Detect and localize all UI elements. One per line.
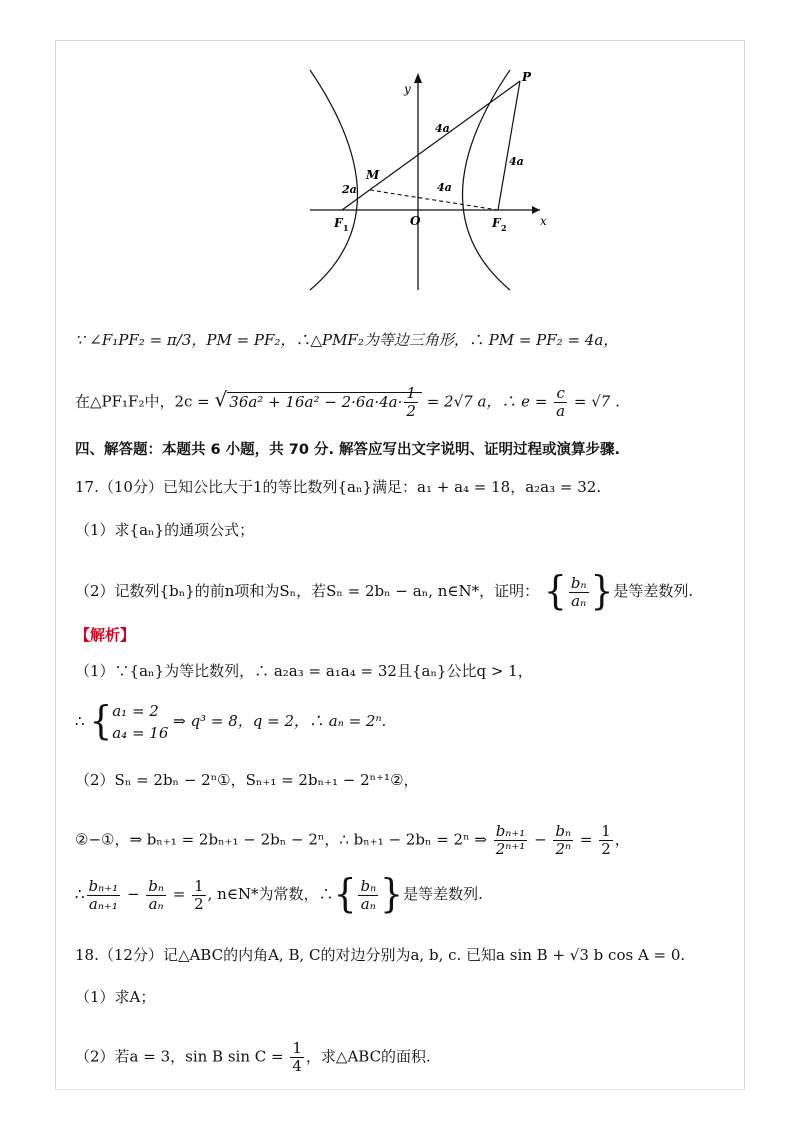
x-axis-arrow: [532, 206, 540, 214]
bottom-rule: [55, 1089, 745, 1090]
frac-c-over-a: $\frac{c}{a}$: [556, 384, 566, 420]
label-F1: F: [334, 216, 343, 230]
label-x: x: [540, 214, 547, 228]
s2-post: ⇒ q³ = 8，q = 2，∴ aₙ = 2ⁿ.: [173, 712, 387, 730]
l2-post: = 2√7 a，∴ e =: [421, 392, 553, 411]
label-seg-MF1: 2a: [342, 183, 357, 196]
question-17-part-2: [75, 568, 694, 614]
question-17-part-1: （1）求{aₙ}的通项公式；: [75, 521, 255, 539]
s4-pre: ②−①，⇒ bₙ₊₁ = 2bₙ₊₁ − 2bₙ − 2ⁿ，∴ bₙ₊₁ − 2bₙ = 2ⁿ ⇒: [75, 830, 492, 849]
question-17: 17.（10分）已知公比大于1的等比数列{aₙ}满足：a₁ + a₄ = 18，a₂a₃ = 32.: [75, 478, 602, 496]
solution-17-step-1: （1）∵{aₙ}为等比数列，∴ a₂a₃ = a₁a₄ = 32且{aₙ}公比q > 1，: [75, 662, 533, 680]
q17-2-pre: （2）记数列{bₙ}的前n项和为Sₙ，若Sₙ = 2bₙ − aₙ, n∈N*，证明：: [75, 582, 540, 600]
segment-PF2: [498, 81, 520, 210]
label-seg-PF2: 4a: [509, 155, 524, 168]
q18-2-pre: （2）若a = 3，sin B sin C =: [75, 1047, 289, 1066]
sqrt-sign: √: [214, 387, 228, 412]
label-F2: F: [492, 216, 501, 230]
label-F1-sub: 1: [343, 223, 349, 233]
left-branch: [310, 70, 358, 290]
label-seg-MF2: 4a: [437, 181, 452, 194]
solution-17-step-4: ②−①，⇒ bₙ₊₁ = 2bₙ₊₁ − 2bₙ − 2ⁿ，∴ bₙ₊₁ − 2bₙ = 2ⁿ ⇒ $\frac{\text{bₙ₊₁}}{\text{2ⁿ⁺¹}}$ − $\frac{\text{bₙ}}{\text{2ⁿ}}$ = $\frac{1}{2}$ ，: [75, 822, 630, 858]
solution-line-2: [75, 385, 620, 420]
solution-17-step-5: ∴ $\frac{\text{bₙ₊₁}}{\text{aₙ₊₁}}$ − $\frac{\text{bₙ}}{\text{aₙ}}$ = $\frac{1}{2}$ , n∈N*为常数，∴ { $\frac{\text{bₙ}}{\text{aₙ}}$ } 是等差数列.: [75, 871, 483, 917]
segment-MF2-dashed: [370, 190, 498, 210]
label-M: M: [366, 168, 380, 182]
solution-line-1: [75, 330, 618, 350]
q18-2-post: ，求△ABC的面积.: [305, 1047, 431, 1066]
l2-pre: 在△PF₁F₂中，2c =: [75, 392, 215, 411]
question-18-part-1: （1）求A；: [75, 988, 156, 1006]
segment-F1P: [342, 81, 520, 210]
section-4-header: 四、解答题：本题共 6 小题，共 70 分. 解答应写出文字说明、证明过程或演算步骤.: [75, 442, 621, 458]
solution-17-step-3: （2）Sₙ = 2bₙ − 2ⁿ①，Sₙ₊₁ = 2bₙ₊₁ − 2ⁿ⁺¹②，: [75, 771, 419, 789]
label-F2-sub: 2: [501, 223, 507, 233]
label-y: y: [404, 82, 411, 96]
y-axis-arrow: [414, 73, 422, 83]
question-18-part-2: （2）若a = 3，sin B sin C = $\frac{1}{4}$ ，求△ABC的面积.: [75, 1039, 431, 1075]
solution-17-step-2: ∴ { a₁ = 2 a₄ = 16 ⇒ q³ = 8，q = 2，∴ aₙ = 2ⁿ.: [75, 698, 387, 744]
hyperbola-figure: [300, 65, 560, 295]
brace-bn-over-an: { $\frac{\text{bₙ}}{\text{aₙ}}$ }: [543, 568, 614, 614]
analysis-label: 【解析】: [75, 626, 136, 644]
l1-text: ∵ ∠F₁PF₂ = π/3，PM = PF₂，∴△PMF₂为等边三角形，∴ PM = PF₂ = 4a，: [75, 331, 619, 349]
question-18: 18.（12分）记△ABC的内角A, B, C的对边分别为a, b, c. 已知a sin B + √3 b cos A = 0.: [75, 946, 686, 964]
label-seg-PM: 4a: [435, 122, 450, 135]
label-O: O: [410, 214, 421, 228]
l2-end: = √7 .: [569, 392, 620, 411]
system-brace: { a₁ = 2 a₄ = 16: [89, 698, 169, 744]
q17-2-post: 是等差数列.: [613, 582, 694, 600]
label-P: P: [522, 70, 532, 84]
sqrt-radicand: 36a² + 16a² − 2·6a·4a· $\frac{1}{2}$: [227, 392, 422, 411]
